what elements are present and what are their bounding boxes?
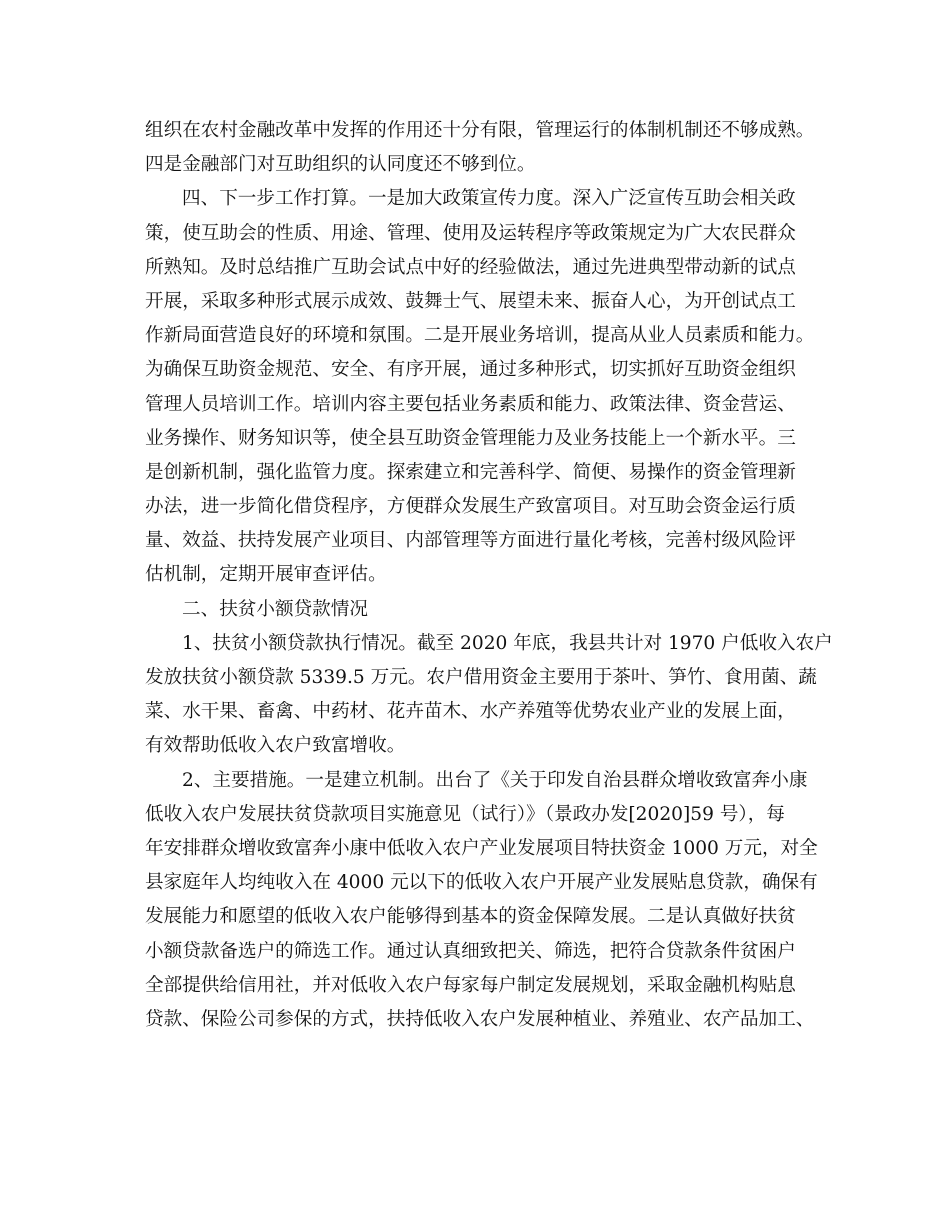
text-line: 全部提供给信用社，并对低收入农户每家每户制定发展规划，采取金融机构贴息: [145, 974, 796, 996]
text-line: 有效帮助低收入农户致富增收。: [145, 735, 406, 757]
text-line: 组织在农村金融改革中发挥的作用还十分有限，管理运行的体制机制还不够成熟。: [145, 120, 815, 141]
text-line: 作新局面营造良好的环境和氛围。二是开展业务培训，提高从业人员素质和能力。: [145, 325, 815, 347]
text-line: 管理人员培训工作。培训内容主要包括业务素质和能力、政策法律、资金营运、: [145, 393, 796, 415]
text-line: 四、下一步工作打算。一是加大政策宣传力度。深入广泛宣传互助会相关政: [182, 188, 796, 210]
section-heading: 二、扶贫小额贷款情况: [182, 598, 368, 620]
text-line: 业务操作、财务知识等，使全县互助资金管理能力及业务技能上一个新水平。三: [145, 427, 796, 449]
text-line: 是创新机制，强化监管力度。探索建立和完善科学、简便、易操作的资金管理新: [145, 461, 796, 483]
text-line: 年安排群众增收致富奔小康中低收入农户产业发展项目特扶资金 1000 万元，对全: [145, 837, 818, 859]
text-line: 策，使互助会的性质、用途、管理、使用及运转程序等政策规定为广大农民群众: [145, 222, 796, 244]
text-line: 四是金融部门对互助组织的认同度还不够到位。: [145, 154, 536, 176]
text-line: 量、效益、扶持发展产业项目、内部管理等方面进行量化考核，完善村级风险评: [145, 530, 796, 552]
text-line: 2、主要措施。一是建立机制。出台了《关于印发自治县群众增收致富奔小康: [182, 769, 808, 791]
text-line: 菜、水干果、畜禽、中药材、花卉苗木、水产养殖等优势农业产业的发展上面，: [145, 701, 796, 723]
text-line: 估机制，定期开展审查评估。: [145, 564, 387, 586]
text-line: 1、扶贫小额贷款执行情况。截至 2020 年底，我县共计对 1970 户低收入农户: [182, 632, 833, 654]
text-line: 发展能力和愿望的低收入农户能够得到基本的资金保障发展。二是认真做好扶贫: [145, 906, 796, 928]
text-line: 为确保互助资金规范、安全、有序开展，通过多种形式，切实抓好互助资金组织: [145, 359, 796, 381]
text-line: 发放扶贫小额贷款 5339.5 万元。农户借用资金主要用于茶叶、笋竹、食用菌、蔬: [145, 667, 817, 688]
text-line: 开展，采取多种形式展示成效、鼓舞士气、展望未来、振奋人心，为开创试点工: [145, 290, 796, 312]
text-line: 贷款、保险公司参保的方式，扶持低收入农户发展种植业、养殖业、农产品加工、: [145, 1008, 815, 1030]
text-line: 县家庭年人均纯收入在 4000 元以下的低收入农户开展产业发展贴息贷款，确保有: [145, 872, 818, 894]
text-line: 办法，进一步简化借贷程序，方便群众发展生产致富项目。对互助会资金运行质: [145, 496, 796, 518]
text-line: 低收入农户发展扶贫贷款项目实施意见（试行）》（景政办发[2020]59 号），每: [145, 803, 785, 825]
text-line: 小额贷款备选户的筛选工作。通过认真细致把关、筛选，把符合贷款条件贫困户: [145, 940, 796, 962]
text-line: 所熟知。及时总结推广互助会试点中好的经验做法，通过先进典型带动新的试点: [145, 256, 796, 278]
body-text: [145, 114, 833, 1037]
